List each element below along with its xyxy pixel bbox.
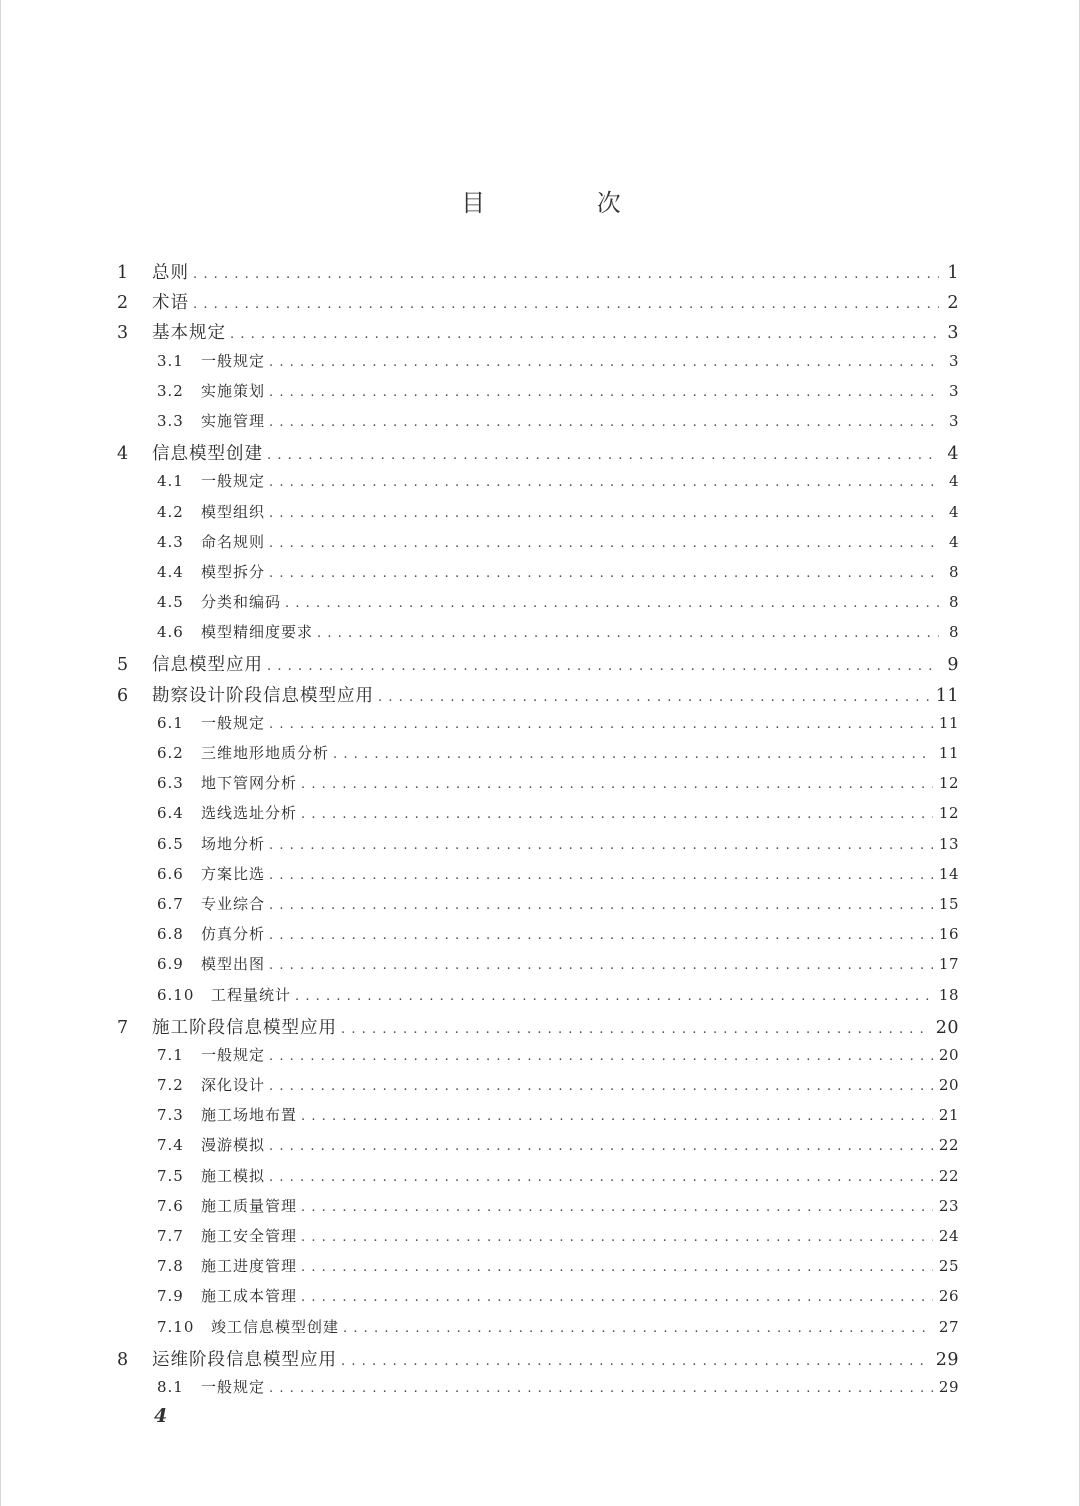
toc-entry-label: 仿真分析 — [201, 925, 266, 944]
toc-entry-page-number: 11 — [938, 744, 959, 762]
toc-section-entry[interactable] — [114, 1134, 959, 1164]
toc-entry-label: 一般规定 — [201, 472, 266, 491]
toc-entry-label: 命名规则 — [201, 532, 266, 551]
toc-entry-page-number: 8 — [948, 562, 959, 581]
toc-entry-label: 施工阶段信息模型应用 — [152, 1017, 337, 1038]
toc-entry-label: 深化设计 — [201, 1076, 266, 1095]
dot-leader — [269, 958, 933, 973]
toc-entry-number: 5 — [117, 655, 129, 676]
toc-entry-page-number: 26 — [938, 1287, 959, 1306]
toc-entry-number: 4.1 — [157, 472, 184, 491]
toc-entry-number: 8.1 — [157, 1377, 184, 1396]
toc-entry-page-number: 21 — [938, 1106, 959, 1125]
dot-leader — [269, 838, 933, 853]
toc-section-entry[interactable] — [114, 591, 959, 621]
toc-entry-number: 7.6 — [157, 1196, 184, 1215]
toc-entry-page-number: 25 — [938, 1257, 959, 1276]
dot-leader — [269, 566, 939, 581]
toc-entry-page-number: 8 — [948, 623, 959, 642]
dot-leader — [269, 1049, 933, 1064]
toc-entry-label: 一般规定 — [201, 1045, 266, 1064]
toc-section-entry[interactable] — [114, 712, 959, 742]
toc-entry-label: 选线选址分析 — [201, 804, 298, 823]
toc-section-entry[interactable] — [114, 1195, 959, 1225]
dot-leader — [269, 898, 933, 913]
toc-section-entry[interactable] — [114, 742, 959, 772]
toc-entry-number: 1 — [117, 263, 129, 283]
table-of-contents — [114, 259, 959, 1406]
dot-leader — [269, 385, 939, 400]
toc-section-entry[interactable] — [114, 531, 959, 561]
toc-entry-page-number: 3 — [948, 381, 959, 400]
toc-entry-number: 6.2 — [157, 744, 184, 762]
toc-entry-label: 竣工信息模型创建 — [211, 1317, 340, 1336]
dot-leader — [193, 267, 939, 282]
toc-entry-number: 6.1 — [157, 713, 184, 732]
dot-leader — [285, 596, 939, 611]
toc-entry-page-number: 15 — [938, 894, 959, 913]
toc-entry-page-number: 20 — [938, 1045, 959, 1064]
dot-leader — [301, 1200, 933, 1215]
dot-leader — [301, 1260, 933, 1275]
toc-section-entry[interactable] — [114, 1074, 959, 1104]
dot-leader — [269, 1079, 933, 1094]
toc-entry-label: 信息模型创建 — [152, 444, 263, 465]
toc-entry-page-number: 11 — [938, 713, 959, 732]
toc-entry-label: 施工模拟 — [201, 1166, 266, 1185]
toc-entry-label: 模型精细度要求 — [201, 623, 314, 642]
dot-leader — [341, 1022, 930, 1037]
toc-section-entry[interactable] — [114, 893, 959, 923]
dot-leader — [193, 297, 939, 312]
toc-entry-number: 4 — [117, 444, 129, 465]
dot-leader — [269, 355, 939, 370]
dot-leader — [301, 1290, 933, 1305]
dot-leader — [230, 327, 939, 342]
toc-entry-page-number: 27 — [938, 1317, 959, 1336]
dot-leader — [267, 659, 939, 674]
toc-entry-page-number: 16 — [938, 925, 959, 944]
dot-leader — [269, 1139, 933, 1154]
toc-entry-number: 3.1 — [157, 351, 184, 370]
toc-title: 目 次 — [461, 189, 673, 217]
toc-section-entry[interactable] — [114, 380, 959, 410]
toc-section-entry[interactable] — [114, 1376, 959, 1406]
dot-leader — [295, 989, 933, 1004]
toc-chapter-entry[interactable] — [114, 259, 959, 289]
toc-chapter-entry[interactable] — [114, 440, 959, 470]
toc-entry-number: 7.1 — [157, 1045, 184, 1064]
toc-entry-number: 6.8 — [157, 925, 184, 944]
dot-leader — [269, 506, 939, 521]
dot-leader — [269, 1381, 933, 1396]
toc-entry-number: 6.3 — [157, 774, 184, 793]
toc-entry-page-number: 29 — [935, 1349, 959, 1370]
toc-chapter-entry[interactable] — [114, 289, 959, 319]
toc-entry-label: 施工场地布置 — [201, 1106, 298, 1125]
toc-entry-number: 7.4 — [157, 1136, 184, 1155]
toc-section-entry[interactable] — [114, 772, 959, 802]
toc-entry-number: 7.9 — [157, 1287, 184, 1306]
toc-section-entry[interactable] — [114, 410, 959, 440]
toc-section-entry[interactable] — [114, 470, 959, 500]
dot-leader — [301, 1230, 933, 1245]
toc-entry-label: 方案比选 — [201, 864, 266, 883]
toc-entry-number: 6.10 — [157, 985, 195, 1004]
toc-section-entry[interactable] — [114, 984, 959, 1014]
toc-entry-page-number: 3 — [948, 351, 959, 370]
dot-leader — [343, 1321, 933, 1336]
toc-entry-page-number: 11 — [935, 685, 959, 706]
toc-section-entry[interactable] — [114, 621, 959, 651]
toc-entry-label: 施工质量管理 — [201, 1196, 298, 1215]
dot-leader — [269, 1170, 933, 1185]
toc-entry-label: 专业综合 — [201, 894, 266, 913]
toc-section-entry[interactable] — [114, 802, 959, 832]
toc-entry-page-number: 14 — [938, 864, 959, 883]
dot-leader — [269, 475, 939, 490]
dot-leader — [317, 626, 939, 641]
toc-section-entry[interactable] — [114, 1255, 959, 1285]
toc-entry-number: 4.3 — [157, 532, 184, 551]
toc-entry-number: 3 — [117, 323, 129, 344]
dot-leader — [269, 928, 933, 943]
toc-entry-page-number: 12 — [938, 774, 959, 793]
toc-entry-page-number: 3 — [947, 323, 959, 344]
dot-leader — [301, 777, 933, 792]
toc-entry-label: 勘察设计阶段信息模型应用 — [152, 685, 374, 706]
toc-section-entry[interactable] — [114, 1165, 959, 1195]
toc-entry-number: 7.10 — [157, 1317, 195, 1336]
toc-entry-label: 施工安全管理 — [201, 1227, 298, 1245]
toc-section-entry[interactable] — [114, 1285, 959, 1315]
toc-entry-label: 三维地形地质分析 — [201, 744, 330, 762]
toc-chapter-entry[interactable] — [114, 319, 959, 349]
toc-entry-label: 施工成本管理 — [201, 1287, 298, 1306]
toc-entry-number: 6.5 — [157, 834, 184, 853]
toc-entry-label: 分类和编码 — [201, 593, 282, 612]
toc-entry-page-number: 8 — [948, 593, 959, 612]
toc-chapter-entry[interactable] — [114, 682, 959, 712]
toc-entry-label: 模型拆分 — [201, 562, 266, 581]
toc-entry-page-number: 4 — [947, 444, 959, 465]
toc-entry-label: 术语 — [152, 293, 189, 314]
toc-entry-number: 4.6 — [157, 623, 184, 642]
dot-leader — [301, 807, 933, 822]
toc-entry-page-number: 4 — [948, 502, 959, 521]
toc-section-entry[interactable] — [114, 833, 959, 863]
toc-section-entry[interactable] — [114, 1104, 959, 1134]
toc-entry-label: 运维阶段信息模型应用 — [152, 1349, 337, 1370]
toc-entry-label: 总则 — [152, 263, 189, 283]
dot-leader — [267, 448, 939, 463]
toc-entry-number: 2 — [117, 293, 129, 314]
toc-entry-label: 实施策划 — [201, 381, 266, 400]
toc-entry-label: 信息模型应用 — [152, 655, 263, 676]
dot-leader — [378, 690, 930, 705]
toc-section-entry[interactable] — [114, 501, 959, 531]
toc-entry-number: 6.4 — [157, 804, 184, 823]
toc-section-entry[interactable] — [114, 953, 959, 983]
toc-entry-label: 基本规定 — [152, 323, 226, 344]
toc-entry-number: 7.7 — [157, 1227, 184, 1245]
toc-entry-label: 一般规定 — [201, 713, 266, 732]
toc-entry-number: 7.5 — [157, 1166, 184, 1185]
toc-entry-page-number: 17 — [938, 955, 959, 974]
toc-entry-number: 4.2 — [157, 502, 184, 521]
toc-entry-page-number: 20 — [935, 1017, 959, 1038]
toc-entry-page-number: 18 — [938, 985, 959, 1004]
toc-section-entry[interactable] — [114, 923, 959, 953]
toc-entry-label: 模型出图 — [201, 955, 266, 974]
dot-leader — [269, 536, 939, 551]
toc-section-entry[interactable] — [114, 350, 959, 380]
toc-entry-page-number: 24 — [938, 1227, 959, 1245]
toc-entry-number: 3.3 — [157, 411, 184, 430]
toc-entry-page-number: 13 — [938, 834, 959, 853]
toc-entry-number: 4.5 — [157, 593, 184, 612]
toc-entry-number: 7.2 — [157, 1076, 184, 1095]
toc-entry-page-number: 9 — [947, 655, 959, 676]
dot-leader — [333, 747, 933, 762]
toc-entry-number: 4.4 — [157, 562, 184, 581]
toc-chapter-entry[interactable] — [114, 651, 959, 681]
toc-entry-page-number: 29 — [938, 1377, 959, 1396]
dot-leader — [269, 415, 939, 430]
toc-entry-page-number: 23 — [938, 1196, 959, 1215]
toc-entry-number: 6.9 — [157, 955, 184, 974]
toc-chapter-entry[interactable] — [114, 1346, 959, 1376]
dot-leader — [269, 868, 933, 883]
toc-section-entry[interactable] — [114, 1316, 959, 1346]
toc-entry-label: 场地分析 — [201, 834, 266, 853]
footer-page-number: 4 — [154, 1405, 168, 1427]
toc-entry-label: 模型组织 — [201, 502, 266, 521]
toc-entry-label: 一般规定 — [201, 351, 266, 370]
toc-entry-page-number: 2 — [947, 293, 959, 314]
toc-entry-number: 8 — [117, 1349, 129, 1370]
toc-chapter-entry[interactable] — [114, 1014, 959, 1044]
toc-section-entry[interactable] — [114, 1044, 959, 1074]
dot-leader — [269, 717, 933, 732]
toc-entry-number: 6.6 — [157, 864, 184, 883]
toc-entry-label: 一般规定 — [201, 1377, 266, 1396]
toc-section-entry[interactable] — [114, 1225, 959, 1255]
toc-entry-label: 漫游模拟 — [201, 1136, 266, 1155]
toc-entry-page-number: 12 — [938, 804, 959, 823]
toc-entry-number: 6.7 — [157, 894, 184, 913]
toc-entry-label: 工程量统计 — [211, 985, 292, 1004]
toc-entry-number: 7.3 — [157, 1106, 184, 1125]
dot-leader — [301, 1109, 933, 1124]
toc-entry-number: 7 — [117, 1017, 129, 1038]
toc-entry-number: 7.8 — [157, 1257, 184, 1276]
toc-entry-page-number: 4 — [948, 532, 959, 551]
toc-entry-number: 3.2 — [157, 381, 184, 400]
toc-entry-label: 地下管网分析 — [201, 774, 298, 793]
toc-entry-page-number: 4 — [948, 472, 959, 491]
toc-entry-page-number: 20 — [938, 1076, 959, 1095]
dot-leader — [341, 1354, 930, 1369]
toc-entry-page-number: 1 — [947, 263, 959, 283]
toc-entry-page-number: 22 — [938, 1166, 959, 1185]
toc-entry-page-number: 22 — [938, 1136, 959, 1155]
toc-entry-label: 实施管理 — [201, 411, 266, 430]
toc-entry-page-number: 3 — [948, 411, 959, 430]
toc-entry-label: 施工进度管理 — [201, 1257, 298, 1276]
toc-section-entry[interactable] — [114, 561, 959, 591]
toc-section-entry[interactable] — [114, 863, 959, 893]
toc-entry-number: 6 — [117, 685, 129, 706]
